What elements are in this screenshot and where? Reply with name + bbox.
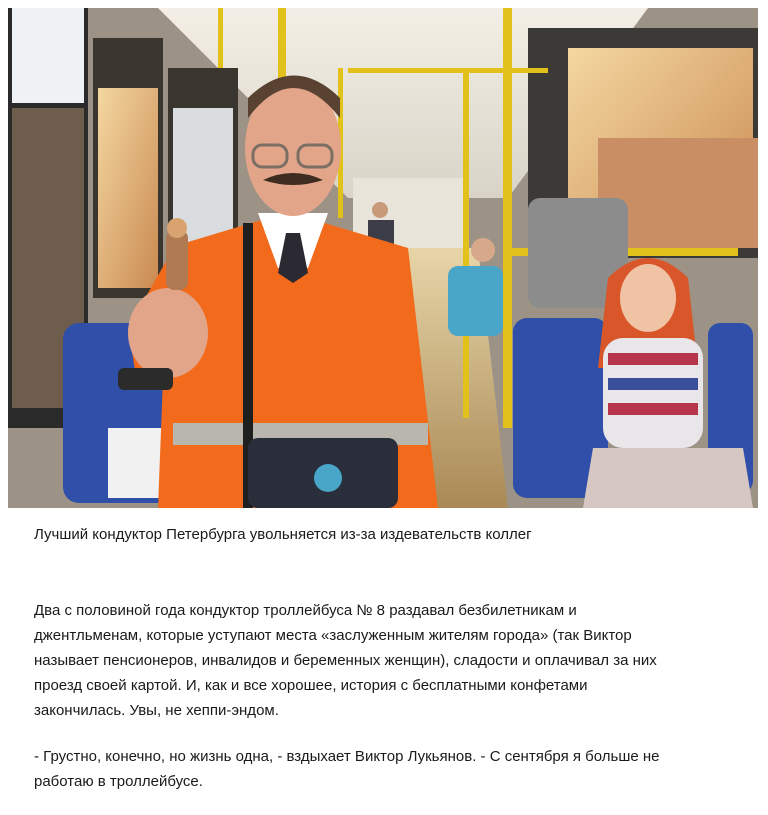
paragraph-line: - Грустно, конечно, но жизнь одна, - вздыхает Виктор Лукьянов. - С сентября я больше не: [34, 748, 660, 765]
article-paragraph-1: [34, 598, 734, 723]
paragraph-line: джентльменам, которые уступают места «заслуженным жителям города» (так Виктор: [34, 627, 632, 644]
article-headline: Лучший кондуктор Петербурга увольняется из-за издевательств коллег: [34, 526, 532, 543]
paragraph-line: проезд своей картой. И, как и все хорошее, история с бесплатными конфетами: [34, 677, 588, 694]
article-photo: [8, 8, 758, 508]
paragraph-line: называет пенсионеров, инвалидов и беременных женщин), сладости и оплачивал за них: [34, 652, 657, 669]
article-paragraph-2: [34, 744, 734, 794]
paragraph-line: Два с половиной года кондуктор троллейбуса № 8 раздавал безбилетникам и: [34, 602, 577, 619]
trolleybus-photo-illustration: [8, 8, 758, 508]
paragraph-line: работаю в троллейбусе.: [34, 773, 203, 790]
paragraph-line: закончилась. Увы, не хеппи-эндом.: [34, 702, 279, 719]
